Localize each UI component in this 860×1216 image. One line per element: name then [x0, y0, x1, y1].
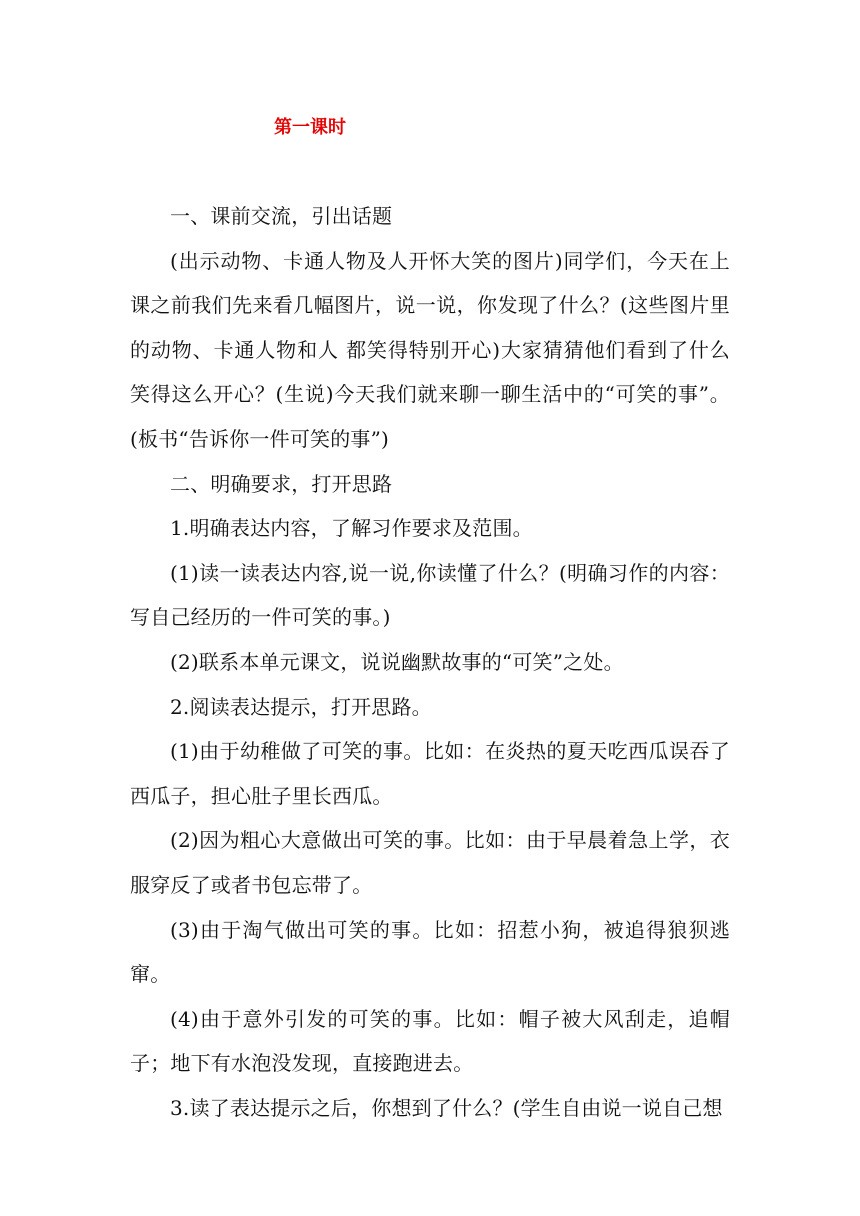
section-heading-1: 一、课前交流，引出话题	[170, 204, 393, 228]
step-2-item-2: (2)因为粗心大意做出可笑的事。比如：由于早晨着急上学，衣服穿反了或者书包忘带了。	[130, 828, 730, 897]
lesson-title: 第一课时	[274, 117, 346, 138]
step-1-item-1: (1)读一读表达内容,说一说,你读懂了什么？(明确习作的内容：写自己经历的一件可笑的事。)	[130, 560, 730, 630]
step-2: 2.阅读表达提示，打开思路。	[170, 694, 432, 719]
step-1-item-2: (2)联系本单元课文，说说幽默故事的“可笑”之处。	[170, 649, 624, 674]
paragraph-intro: (出示动物、卡通人物及人开怀大笑的图片)同学们，今天在上课之前我们先来看几幅图片，说一说，你发现了什么？(这些图片里的动物、卡通人物和人 都笑得特别开心)大家猜猜他们看到了什么笑得这么开心？(生说)今天我们就来聊一聊生活中的“可笑的事”。(板书“告诉你一件可笑的事”)	[130, 248, 730, 451]
step-1: 1.明确表达内容，了解习作要求及范围。	[170, 516, 533, 541]
step-2-item-1: (1)由于幼稚做了可笑的事。比如：在炎热的夏天吃西瓜误吞了西瓜子，担心肚子里长西瓜。	[130, 739, 730, 808]
lesson-content	[130, 194, 730, 1130]
section-heading-2: 二、明确要求，打开思路	[170, 471, 393, 496]
step-2-item-4: (4)由于意外引发的可笑的事。比如：帽子被大风刮走，追帽子；地下有水泡没发现，直接跑进去。	[130, 1006, 730, 1076]
step-3: 3.读了表达提示之后，你想到了什么？(学生自由说一说自己想	[170, 1095, 723, 1120]
step-2-item-3: (3)由于淘气做出可笑的事。比如：招惹小狗，被追得狼狈逃窜。	[130, 917, 730, 987]
